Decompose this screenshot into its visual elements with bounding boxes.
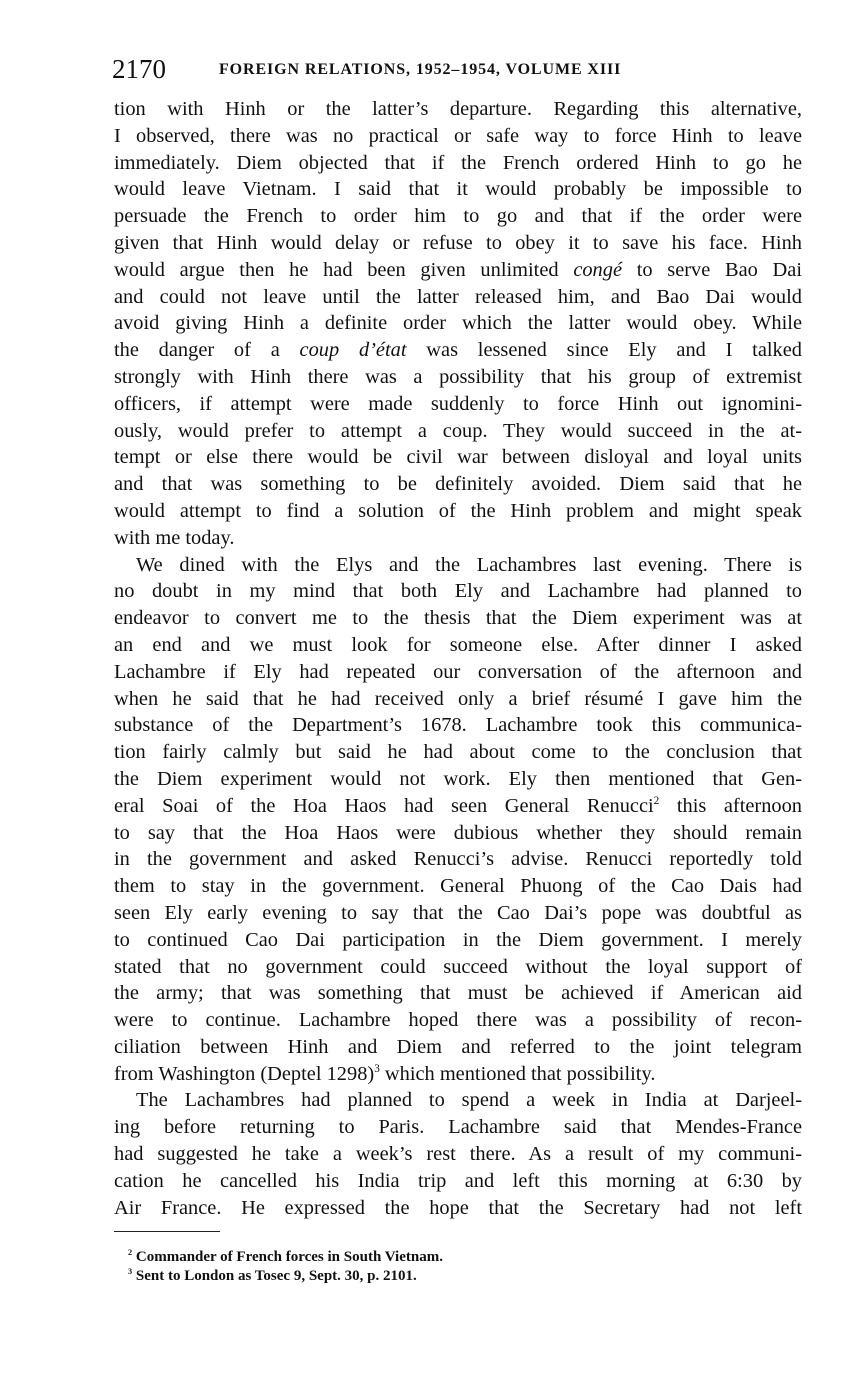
- text-line: avoid giving Hinh a definite order which the latter would obey. While: [114, 312, 802, 335]
- text-line: to say that the Hoa Haos were dubious whether they should remain: [114, 821, 802, 844]
- text-line: The Lachambres had planned to spend a week in India at Darjeel-: [136, 1089, 802, 1112]
- text-line: persuade the French to order him to go and that if the order were: [114, 205, 802, 228]
- text-line: We dined with the Elys and the Lachambres last evening. There is: [136, 553, 802, 576]
- text-line: and could not leave until the latter released him, and Bao Dai would: [114, 285, 802, 308]
- text-line: given that Hinh would delay or refuse to obey it to save his face. Hinh: [114, 231, 802, 254]
- text-line: immediately. Diem objected that if the French ordered Hinh to go he: [114, 151, 802, 174]
- text-line: with me today.: [114, 526, 235, 549]
- text-line: from Washington (Deptel 1298)$^3$ which mentioned that possibility.: [114, 1062, 656, 1085]
- text-line: the Diem experiment would not work. Ely then mentioned that Gen-: [114, 767, 802, 790]
- footnote-rule: [114, 1231, 220, 1232]
- text-line: seen Ely early evening to say that the Cao Dai’s pope was doubtful as: [114, 901, 802, 924]
- text-line: would leave Vietnam. I said that it would probably be impossible to: [114, 178, 802, 201]
- text-line: endeavor to convert me to the thesis that the Diem experiment was at: [114, 607, 802, 630]
- text-line: tion fairly calmly but said he had about come to the conclusion that: [114, 741, 802, 764]
- text-line: in the government and asked Renucci’s advise. Renucci reportedly told: [114, 848, 802, 871]
- footnote: $^2$ Commander of French forces in South Vietnam.: [128, 1248, 443, 1265]
- page-number: 2170: [112, 54, 166, 84]
- text-line: stated that no government could succeed without the loyal support of: [114, 955, 802, 978]
- text-line: Lachambre if Ely had repeated our conversation of the afternoon and: [114, 660, 802, 683]
- text-line: when he said that he had received only a brief résumé I gave him the: [114, 687, 802, 710]
- text-line: them to stay in the government. General Phuong of the Cao Dais had: [114, 875, 802, 898]
- text-line: the danger of a coup d’état was lessened since Ely and I talked: [114, 339, 802, 362]
- text-line: officers, if attempt were made suddenly to force Hinh out ignomini-: [114, 392, 802, 415]
- text-line: tion with Hinh or the latter’s departure. Regarding this alternative,: [114, 98, 802, 120]
- text-line: were to continue. Lachambre hoped there was a possibility of recon-: [114, 1009, 802, 1032]
- footnote: $^3$ Sent to London as Tosec 9, Sept. 30, p. 2101.: [128, 1267, 417, 1284]
- text-line: ing before returning to Paris. Lachambre said that Mendes-France: [114, 1116, 802, 1139]
- text-line: ciliation between Hinh and Diem and referred to the joint telegram: [114, 1035, 802, 1058]
- body-text: [114, 96, 802, 1221]
- text-line: would attempt to find a solution of the Hinh problem and might speak: [114, 499, 802, 522]
- page-header: [112, 52, 802, 86]
- text-line: eral Soai of the Hoa Haos had seen General Renucci$^2$ this afternoon: [114, 794, 802, 817]
- text-line: tempt or else there would be civil war between disloyal and loyal units: [114, 446, 802, 469]
- text-line: strongly with Hinh there was a possibility that his group of extremist: [114, 365, 802, 388]
- text-line: Air France. He expressed the hope that the Secretary had not left: [114, 1196, 802, 1219]
- text-line: I observed, there was no practical or safe way to force Hinh to leave: [114, 124, 802, 147]
- text-line: had suggested he take a week’s rest there. As a result of my communi-: [114, 1143, 802, 1166]
- text-line: and that was something to be definitely avoided. Diem said that he: [114, 473, 802, 496]
- text-line: the army; that was something that must be achieved if American aid: [114, 982, 802, 1005]
- text-line: ously, would prefer to attempt a coup. They would succeed in the at-: [114, 419, 802, 442]
- text-line: would argue then he had been given unlimited congé to serve Bao Dai: [114, 258, 803, 281]
- text-line: an end and we must look for someone else. After dinner I asked: [114, 633, 802, 656]
- text-line: cation he cancelled his India trip and left this morning at 6:30 by: [114, 1169, 802, 1192]
- text-line: no doubt in my mind that both Ely and Lachambre had planned to: [114, 580, 802, 603]
- footnotes: [114, 1248, 802, 1286]
- text-line: to continued Cao Dai participation in the Diem government. I merely: [114, 928, 802, 951]
- running-head: FOREIGN RELATIONS, 1952–1954, VOLUME XIII: [219, 61, 622, 78]
- text-line: substance of the Department’s 1678. Lachambre took this communica-: [114, 714, 802, 737]
